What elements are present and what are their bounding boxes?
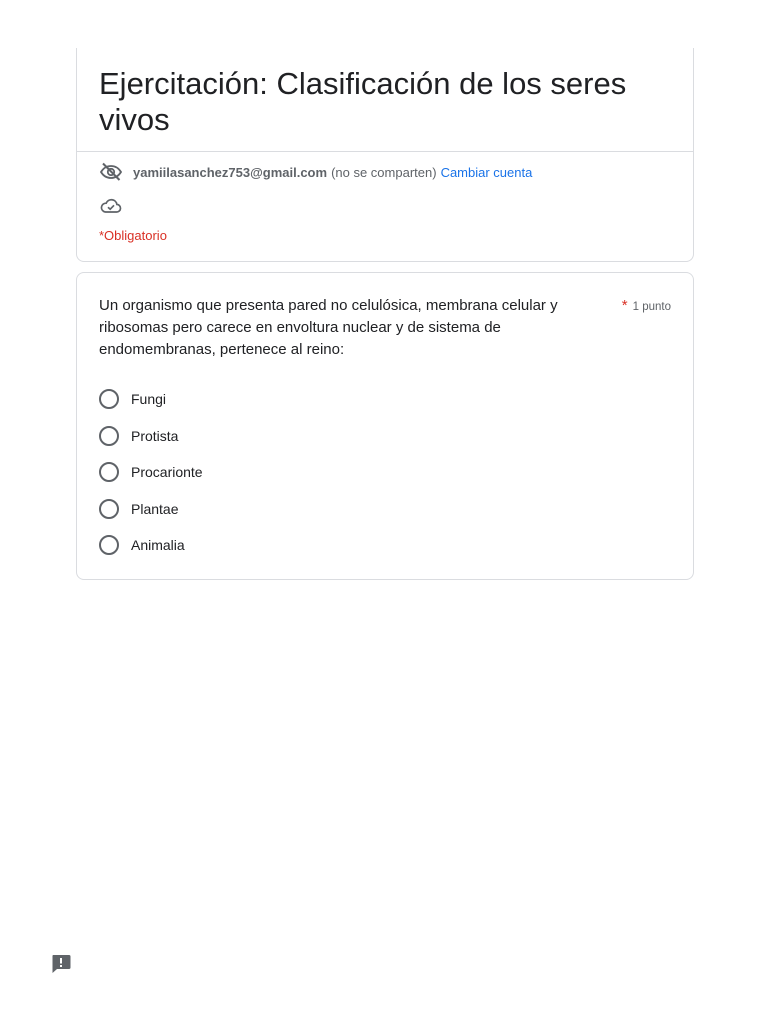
option-label: Procarionte bbox=[131, 464, 203, 481]
option-label: Fungi bbox=[131, 391, 167, 408]
radio-button[interactable] bbox=[99, 499, 119, 519]
option-protista[interactable] bbox=[99, 418, 203, 455]
option-fungi[interactable] bbox=[99, 381, 203, 418]
option-label: Plantae bbox=[131, 500, 179, 517]
not-shared-note: (no se comparten) bbox=[331, 164, 437, 180]
option-plantae[interactable] bbox=[99, 491, 203, 528]
title-divider bbox=[77, 151, 693, 152]
option-animalia[interactable] bbox=[99, 527, 203, 564]
question-text: Un organismo que presenta pared no celulósica, membrana celular y ribosomas pero carece en envoltura nuclear y de sistema de endomembranas, pertenece al reino: bbox=[99, 297, 558, 358]
question-card bbox=[76, 272, 694, 580]
radio-button[interactable] bbox=[99, 462, 119, 482]
radio-button[interactable] bbox=[99, 426, 119, 446]
radio-button[interactable] bbox=[99, 389, 119, 409]
radio-button[interactable] bbox=[99, 535, 119, 555]
required-asterisk: * bbox=[621, 297, 628, 314]
answer-options bbox=[99, 381, 203, 564]
form-header-card bbox=[76, 48, 694, 262]
cloud-check-icon bbox=[99, 194, 123, 218]
option-label: Protista bbox=[131, 427, 179, 444]
account-row bbox=[99, 160, 532, 184]
question-points bbox=[622, 297, 671, 314]
account-email: yamiilasanchez753@gmail.com bbox=[133, 164, 328, 180]
points-label: 1 punto bbox=[632, 301, 671, 313]
report-feedback-icon[interactable] bbox=[50, 953, 72, 975]
form-title: Ejercitación: Clasificación de los seres vivos bbox=[99, 66, 627, 137]
option-label: Animalia bbox=[131, 537, 185, 554]
switch-account-link[interactable]: Cambiar cuenta bbox=[440, 164, 533, 180]
option-procarionte[interactable] bbox=[99, 454, 203, 491]
eye-off-icon bbox=[99, 160, 123, 184]
required-note: *Obligatorio bbox=[99, 228, 167, 243]
